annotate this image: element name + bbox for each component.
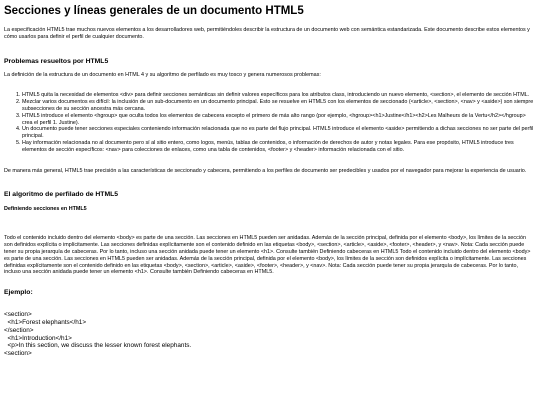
code-example: <section> <h1>Forest elephants</h1> </section> <h1>Introduction</h1> <p>In this section, we discuss the lesser known forest elephants. <section> [4,311,192,358]
example-heading: Ejemplo: [4,289,33,297]
problems-intro-paragraph: La definición de la estructura de un documento en HTML 4 y su algoritmo de perfilado es muy tosco y genera numerosos problemas: [4,71,321,78]
algorithm-heading: El algoritmo de perfilado de HTML5 [4,191,119,199]
list-item: 1. HTML5 quita la necesidad de elementos <div> para definir secciones semánticas sin definir valores específicos para los atributos class, introduciendo un nuevo elemento, <section>, el elemento de sección HTML. [22,92,534,99]
intro-paragraph: La especificación HTML5 trae muchos nuevos elementos a los desarrolladores web, permitiéndoles describir la estructura de un documento web con semántica estandarizada. Este documento describe estos elementos y cómo usarlos para definir el perfil de cualquier documento. [4,27,530,40]
problems-list [4,92,534,153]
summary-paragraph: De manera más general, HTML5 trae precisión a las características de seccionado y cabecera, permitiendo a los perfiles de documento ser predecibles y usados por el navegador para mejorar la experiencia de usuario. [4,167,527,174]
list-item: 5. Hay información relacionada no al documento pero sí al sitio entero, como logos, menús, tablas de contenidos, o información de derechos de autor y notas legales. Para ese propósito, HTML5 introduce tres elementos de sección específicos: <nav> para colecciones de enlaces, como una tabla de contenidos, <footer> y <header> información relacionada con el sitio. [22,140,534,154]
problems-heading: Problemas resueltos por HTML5 [4,57,109,65]
list-item: 4. Un documento puede tener secciones especiales conteniendo información relacionada que no es parte del flujo principal. HTML5 introduce el elemento <aside> permitiendo a dichas secciones no ser parte del perfil principal. [22,126,534,140]
sections-paragraph: Todo el contenido incluido dentro del elemento <body> es parte de una sección. Las secciones en HTML5 pueden ser anidadas. Además de la sección principal, definida por el elemento <body>, los límites de la sección son definidos explícita o implícitamente. Las secciones definidas explícitamente son el contenido definido en las etiquetas <body>, <section>, <article>, <aside>, <footer>, <header>, y <nav>. Nota: Cada sección puede tener su propia jerarquía de cabeceras. Por lo tanto, incluso una sección anidada puede tener un elemento <h1>. Consulte también Definiendo cabeceras en HTML5 Todo el contenido incluido dentro del elemento <body> es parte de una sección. Las secciones en HTML5 pueden ser anidadas. Además de la sección principal, definida por el elemento <body>, los límites de la sección son definidos explícita o implícitamente. Las secciones definidas explícitamente son el contenido definido en las etiquetas <body>, <section>, <article>, <aside>, <footer>, <header>, y <nav>. Nota: Cada sección puede tener su propia jerarquía de cabeceras. Por lo tanto, incluso una sección anidada puede tener un elemento <h1>. Consulte también Definiendo cabeceras en HTML5. [4,235,531,276]
list-item: 2. Mezclar varios documentos es difícil: la inclusión de un sub-documento en un documento principal. Esto se resuelve en HTML5 con los elementos de seccionado (<article>, <section>, <nav> y <aside>) son siempre subsecciones de su sección ancestra más cercana. [22,99,534,113]
defining-sections-subheading: Definiendo secciones en HTML5 [4,206,87,213]
page-title: Secciones y líneas generales de un documento HTML5 [4,5,304,17]
list-item: 3. HTML5 introduce el elemento <hgroup> que oculta todos los elementos de cabecera excepto el primero de más alto rango (por ejemplo, <hgroup><h1>Justine</h1><h2>Les Malheurs de la Vertu</h2></hgroup> crea el perfil 1. Justine). [22,113,534,127]
